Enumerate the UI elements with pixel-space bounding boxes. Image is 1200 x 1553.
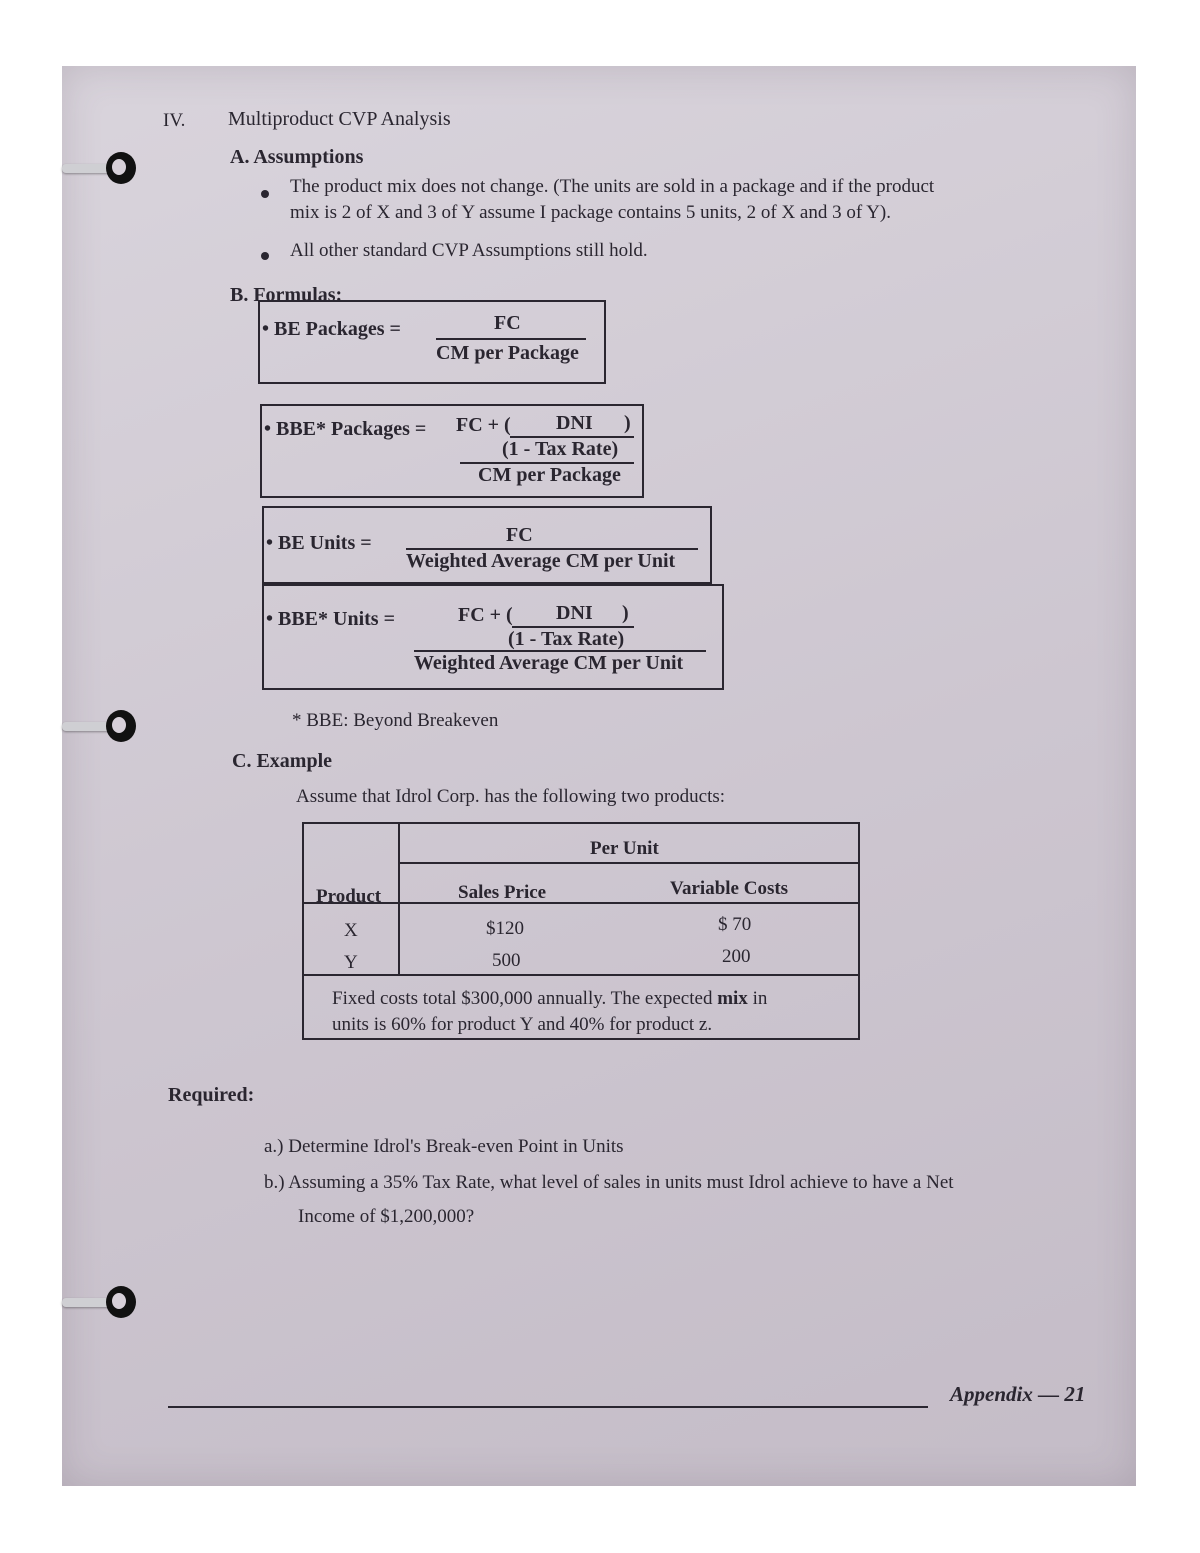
variable-costs-header: Variable Costs — [670, 878, 789, 899]
formula-label: • BE Packages = — [262, 318, 401, 340]
formula-be-units — [262, 506, 712, 584]
table-cell-price: $120 — [486, 918, 524, 939]
formula-bbe-units — [262, 584, 724, 690]
per-unit-header: Per Unit — [590, 838, 659, 859]
required-item-b-line2: Income of $1,200,000? — [298, 1206, 475, 1227]
table-cell-vc: 200 — [722, 946, 751, 967]
formula-close-paren: ) — [624, 412, 631, 434]
formula-dni: DNI — [556, 412, 593, 434]
formula-close-paren: ) — [622, 602, 629, 624]
required-item-b-line1: b.) Assuming a 35% Tax Rate, what level of sales in units must Idrol achieve to have a Net — [264, 1172, 954, 1193]
assumption-2: All other standard CVP Assumptions still hold. — [290, 240, 648, 261]
formula-denominator: CM per Package — [436, 342, 579, 364]
products-table — [302, 822, 860, 1040]
table-cell-price: 500 — [492, 950, 521, 971]
table-cell-product: X — [344, 920, 358, 941]
formula-label: • BBE* Units = — [266, 608, 395, 630]
formula-numerator: FC — [506, 524, 533, 546]
assumption-1-line1: The product mix does not change. (The units are sold in a package and if the product — [290, 176, 935, 197]
binder-ring-top — [62, 148, 132, 188]
table-cell-vc: $ 70 — [718, 914, 752, 935]
bullet-dot — [261, 252, 269, 260]
formula-denominator: Weighted Average CM per Unit — [414, 652, 684, 674]
assumptions-heading: A. Assumptions — [230, 146, 364, 168]
section-title: Multiproduct CVP Analysis — [228, 108, 451, 130]
bullet-dot — [261, 190, 269, 198]
formula-numerator: FC — [494, 312, 521, 334]
formula-numerator: FC + ( — [458, 604, 513, 626]
footer-rule — [168, 1406, 928, 1408]
formula-tax-rate: (1 - Tax Rate) — [502, 438, 619, 460]
table-note-line1: Fixed costs total $300,000 annually. The expected mix in — [332, 988, 768, 1009]
formulas-heading: B. Formulas: — [230, 284, 343, 306]
formula-denominator: CM per Package — [478, 464, 621, 486]
binder-ring-middle — [62, 706, 132, 746]
formula-denominator: Weighted Average CM per Unit — [406, 550, 676, 572]
notebook-page — [62, 66, 1136, 1486]
footnote-bbe: * BBE: Beyond Breakeven — [292, 710, 499, 731]
product-header: Product — [316, 886, 382, 907]
formula-be-packages — [258, 300, 606, 384]
section-number: IV. — [163, 110, 186, 131]
example-intro: Assume that Idrol Corp. has the following two products: — [296, 786, 726, 807]
formula-label: • BE Units = — [266, 532, 372, 554]
table-cell-product: Y — [344, 952, 358, 973]
table-note-line2: units is 60% for product Y and 40% for product z. — [332, 1014, 713, 1035]
required-item-a: a.) Determine Idrol's Break-even Point in Units — [264, 1136, 624, 1157]
assumption-1-line2: mix is 2 of X and 3 of Y assume I package contains 5 units, 2 of X and 3 of Y). — [290, 202, 892, 223]
binder-ring-bottom — [62, 1282, 132, 1322]
required-label: Required: — [168, 1084, 255, 1106]
sales-price-header: Sales Price — [458, 882, 547, 903]
formula-bbe-packages — [260, 404, 644, 498]
example-heading: C. Example — [232, 750, 332, 772]
page-footer: Appendix — 21 — [950, 1382, 1086, 1406]
formula-numerator: FC + ( — [456, 414, 511, 436]
formula-label: • BBE* Packages = — [264, 418, 427, 440]
formula-dni: DNI — [556, 602, 593, 624]
formula-tax-rate: (1 - Tax Rate) — [508, 628, 625, 650]
